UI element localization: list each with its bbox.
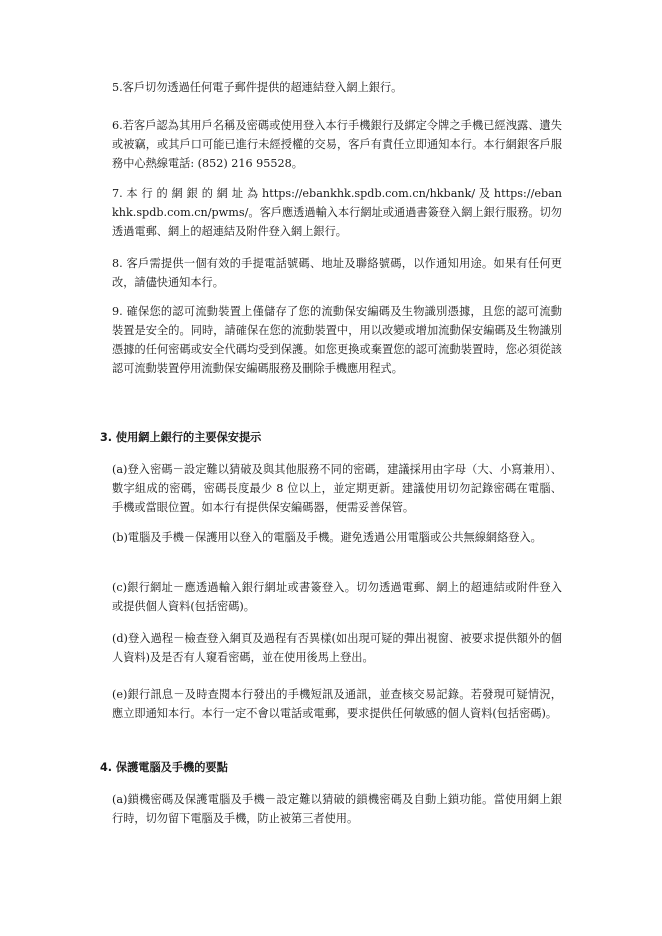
section-3-item-c: (c)銀行網址－應透過輸入銀行網址或書簽登入。切勿透過電郵、網上的超連結或附件登入或提供個人資料(包括密碼)。: [112, 581, 562, 613]
section-3-item-e: (e)銀行訊息－及時查閱本行發出的手機短訊及通訊，並查核交易記錄。若發現可疑情況，應立即通知本行。本行一定不會以電話或電郵，要求提供任何敏感的個人資料(包括密碼)。: [112, 688, 562, 720]
section-3-item-b: (b)電腦及手機－保護用以登入的電腦及手機。避免透過公用電腦或公共無線網絡登入。: [112, 531, 542, 544]
section-4-item-a: (a)鎖機密碼及保護電腦及手機－設定難以猜破的鎖機密碼及自動上鎖功能。當使用網上銀行時，切勿留下電腦及手機，防止被第三者使用。: [112, 793, 562, 825]
section-3-heading: 3. 使用網上銀行的主要保安提示: [100, 431, 262, 444]
notice-item-5: 5.客戶切勿透過任何電子郵件提供的超連結登入網上銀行。: [112, 81, 403, 94]
notice-item-9: 9. 確保您的認可流動裝置上僅儲存了您的流動保安編碼及生物識別憑據，且您的認可流動裝置是安全的。同時，請確保在您的流動裝置中，用以改變或增加流動保安編碼及生物識別憑據的任何密碼或安全代碼均受到保護。如您更換或棄置您的認可流動裝置時，您必須從該認可流動裝置停用流動保安編碼服務及刪除手機應用程式。: [112, 305, 562, 375]
section-3-item-d: (d)登入過程－檢查登入網頁及過程有否異樣(如出現可疑的彈出視窗、被要求提供額外的個人資料)及是否有人窺看密碼，並在使用後馬上登出。: [112, 632, 562, 664]
section-3-item-a: (a)登入密碼－設定難以猜破及與其他服務不同的密碼，建議採用由字母（大、小寫兼用）、數字組成的密碼，密碼長度最少 8 位以上，並定期更新。建議使用切勿記錄密碼在電腦、手機或當眼位置。如本行有提供保安編碼器，便需妥善保管。: [112, 463, 562, 514]
notice-item-7: 7. 本 行 的 網 銀 的 網 址 為 https://ebankhk.spdb.com.cn/hkbank/ 及 https://ebankhk.spdb.com.cn/pwms/。客戶應透過輸入本行網址或通過書簽登入網上銀行服務。切勿透過電郵、網上的超連結及附件登入網上銀行。: [112, 187, 562, 238]
section-4-heading: 4. 保護電腦及手機的要點: [100, 761, 228, 774]
notice-item-6: 6.若客戶認為其用戶名稱及密碼或使用登入本行手機銀行及綁定令牌之手機已經洩露、遺失或被竊，或其戶口可能已進行未經授權的交易，客戶有責任立即通知本行。本行網銀客戶服務中心熱線電話: (852) 216 95528。: [112, 119, 562, 170]
notice-item-8: 8. 客戶需提供一個有效的手提電話號碼、地址及聯絡號碼，以作通知用途。如果有任何更改，請儘快通知本行。: [112, 257, 562, 289]
